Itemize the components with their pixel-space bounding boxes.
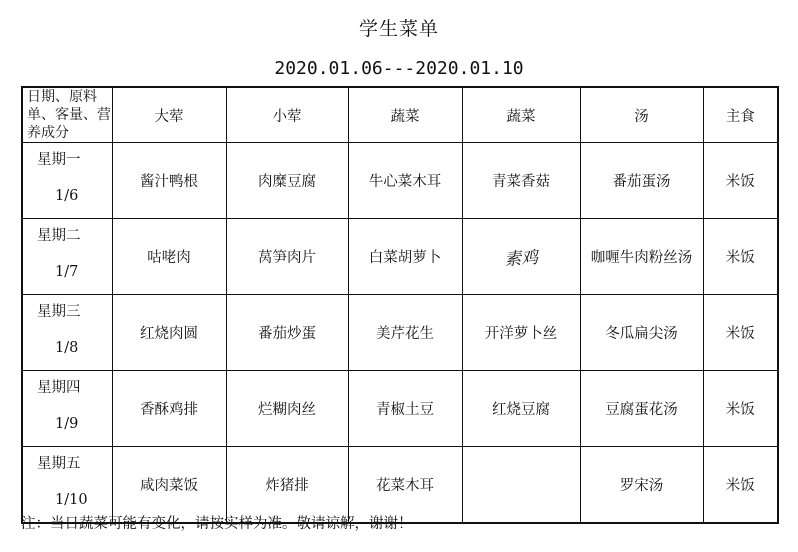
dish-cell: 牛心菜木耳 [348,143,462,219]
column-header-vegetable-1: 蔬菜 [348,87,462,143]
dish-cell: 番茄炒蛋 [226,295,348,371]
dish-cell: 白菜胡萝卜 [348,219,462,295]
dish-cell: 番茄蛋汤 [580,143,703,219]
column-header-staple: 主食 [703,87,778,143]
day-date: 1/9 [55,416,79,432]
header-row [22,87,778,143]
column-header-soup: 汤 [580,87,703,143]
dish-cell: 炸猪排 [226,447,348,524]
column-header-big-meat: 大荤 [112,87,226,143]
dish-cell: 冬瓜扁尖汤 [580,295,703,371]
dish-cell: 米饭 [703,295,778,371]
day-label: 星期一 [37,152,81,168]
day-cell [22,219,112,295]
dish-cell: 豆腐蛋花汤 [580,371,703,447]
day-label: 星期四 [37,380,81,396]
day-label: 星期五 [37,456,81,472]
dish-cell: 米饭 [703,447,778,524]
day-cell [22,295,112,371]
dish-cell: 咸肉菜饭 [112,447,226,524]
date-range: 2020.01.06---2020.01.10 [274,58,524,79]
dish-cell: 青菜香菇 [462,143,580,219]
dish-cell: 烂糊肉丝 [226,371,348,447]
dish-cell: 酱汁鸭根 [112,143,226,219]
dish-cell: 红烧豆腐 [462,371,580,447]
table-row [22,371,778,447]
corner-header: 日期、原料单、客量、营养成分 [22,87,112,143]
dish-cell: 红烧肉圆 [112,295,226,371]
page-title: 学生菜单 [358,18,439,40]
dish-cell: 香酥鸡排 [112,371,226,447]
column-header-small-meat: 小荤 [226,87,348,143]
dish-cell [462,219,580,295]
dish-cell: 米饭 [703,219,778,295]
column-header-vegetable-2: 蔬菜 [462,87,580,143]
dish-cell: 罗宋汤 [580,447,703,524]
dish-cell: 米饭 [703,371,778,447]
dish-cell: 美芹花生 [348,295,462,371]
day-cell [22,371,112,447]
dish-cell [462,447,580,524]
table-row [22,143,778,219]
dish-cell: 花菜木耳 [348,447,462,524]
table-row [22,295,778,371]
dish-cell: 开洋萝卜丝 [462,295,580,371]
footnote: 注：当日蔬菜可能有变化，请按实样为准。敬请谅解，谢谢！ [21,516,413,532]
day-date: 1/8 [55,340,79,356]
dish-cell: 咕咾肉 [112,219,226,295]
dish-cell: 肉糜豆腐 [226,143,348,219]
dish-cell: 青椒土豆 [348,371,462,447]
dish-cell: 米饭 [703,143,778,219]
day-date: 1/10 [55,492,88,508]
day-label: 星期二 [37,228,81,244]
menu-table [21,86,779,524]
handwritten-dish: 素鸡 [503,247,539,271]
day-date: 1/7 [55,264,79,280]
table-row [22,219,778,295]
day-date: 1/6 [55,188,79,204]
dish-cell: 咖喱牛肉粉丝汤 [580,219,703,295]
day-cell [22,143,112,219]
dish-cell: 莴笋肉片 [226,219,348,295]
day-label: 星期三 [37,304,81,320]
